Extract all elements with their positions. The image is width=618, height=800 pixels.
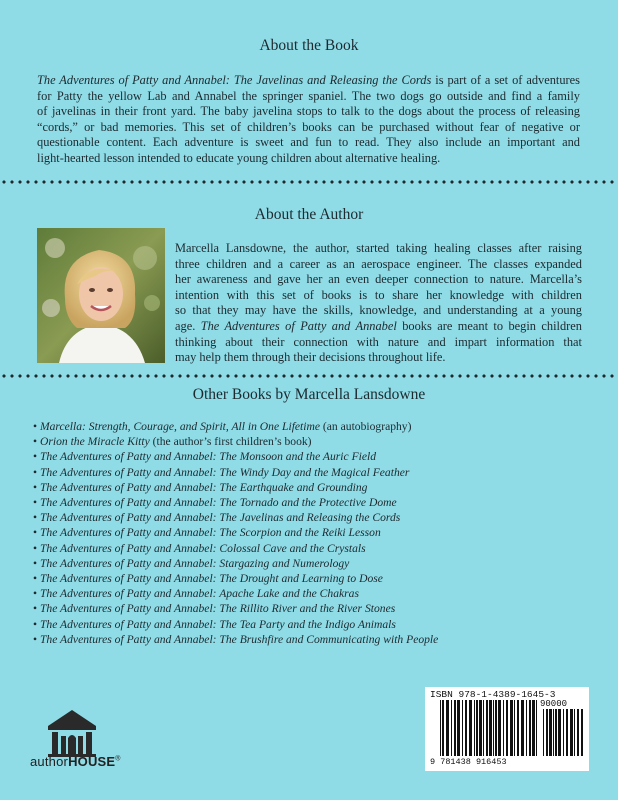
- ean-digits: 9 781438 916453: [430, 757, 507, 767]
- about-author-line: age. The Adventures of Patty and Annabel books are meant to begin children: [175, 318, 582, 333]
- barcode-bar: [510, 700, 513, 756]
- other-books-heading: Other Books by Marcella Lansdowne: [192, 386, 426, 403]
- barcode-bar: [479, 700, 482, 756]
- barcode-bar: [581, 709, 583, 756]
- book-list-item: • The Adventures of Patty and Annabel: Stargazing and Numerology: [33, 556, 350, 570]
- about-book-line: The Adventures of Patty and Annabel: The Javelinas and Releasing the Cords is part of a set of adventures: [37, 73, 580, 87]
- barcode-bar: [529, 700, 531, 756]
- addon-barcode: [543, 709, 583, 756]
- about-book-line: light-hearted lesson intended to educate young children about alternative healing.: [37, 150, 441, 165]
- dotted-divider: [0, 374, 618, 378]
- dotted-divider: [0, 180, 618, 184]
- barcode-bar: [514, 700, 515, 756]
- isbn-label: ISBN 978-1-4389-1645-3: [430, 689, 556, 700]
- book-list-item: • The Adventures of Patty and Annabel: The Scorpion and the Reiki Lesson: [33, 526, 381, 540]
- barcode-bar: [503, 700, 504, 756]
- book-list-item: • The Adventures of Patty and Annabel: The Rillito River and the River Stones: [33, 602, 396, 616]
- barcode-bar: [574, 709, 575, 756]
- about-book-line: for Patty the yellow Lab and Annabel the springer spaniel. The two dogs go outside and find a family: [37, 88, 580, 103]
- barcode-bar: [517, 700, 519, 756]
- about-author-line: three children and a career as an aerospace engineer. The classes expanded: [175, 256, 582, 271]
- authorhouse-logo-icon: [44, 706, 100, 758]
- price-code: 90000: [540, 699, 568, 709]
- book-list-item: • The Adventures of Patty and Annabel: The Earthquake and Grounding: [33, 480, 368, 494]
- barcode-bar: [474, 700, 475, 756]
- barcode-bar: [521, 700, 524, 756]
- barcode-bar: [536, 700, 537, 756]
- book-list-item: • The Adventures of Patty and Annabel: The Javelinas and Releasing the Cords: [33, 511, 401, 525]
- barcode-bar: [476, 700, 478, 756]
- book-title-italic: The Adventures of Patty and Annabel: The Javelinas and Releasing the Cords: [37, 73, 432, 87]
- barcode-bar: [483, 700, 484, 756]
- book-list-item: • The Adventures of Patty and Annabel: Colossal Cave and the Crystals: [33, 541, 366, 555]
- about-author-line: Marcella Lansdowne, the author, started taking healing classes after raising: [175, 241, 582, 255]
- barcode-bar: [546, 709, 548, 756]
- barcode-bar: [462, 700, 463, 756]
- barcode-bar: [563, 709, 564, 756]
- about-author-line: intention with this set of books is to share her knowledge with children: [175, 287, 582, 302]
- about-book-line: questionable content. Each adventure is sweet and fun to read. They also include an important and: [37, 135, 580, 150]
- barcode-bar: [543, 709, 544, 756]
- barcode-bar: [451, 700, 452, 756]
- about-author-paragraph: [175, 241, 582, 366]
- barcode-bar: [558, 709, 561, 756]
- book-list-item: • The Adventures of Patty and Annabel: Apache Lake and the Chakras: [33, 587, 359, 601]
- book-list-item: • The Adventures of Patty and Annabel: The Tea Party and the Indigo Animals: [33, 617, 396, 631]
- about-book-paragraph: [37, 73, 580, 167]
- barcode-bar: [506, 700, 508, 756]
- book-list-item: • The Adventures of Patty and Annabel: The Drought and Learning to Dose: [33, 572, 383, 586]
- book-list-item: • Marcella: Strength, Courage, and Spirit, All in One Lifetime (an autobiography): [33, 420, 412, 433]
- publisher-brand: authorHOUSE®: [30, 754, 121, 769]
- about-author-line: thinking about their connection with nature and impart information that: [175, 334, 582, 349]
- barcode-bar: [495, 700, 497, 756]
- about-author-line: so that they may have the skills, knowledge, and understanding at a young: [175, 303, 582, 318]
- barcode-bar: [465, 700, 467, 756]
- barcode-bar: [457, 700, 460, 756]
- book-list-item: • The Adventures of Patty and Annabel: The Windy Day and the Magical Feather: [33, 465, 410, 479]
- barcode-bar: [486, 700, 488, 756]
- barcode-bar: [532, 700, 535, 756]
- book-list-item: • The Adventures of Patty and Annabel: The Brushfire and Communicating with People: [33, 632, 439, 646]
- about-book-line: “cords,” or bad memories. This set of children’s books can be purchased without fear of negative or: [37, 119, 580, 134]
- barcode-bar: [577, 709, 579, 756]
- barcode-bar: [553, 709, 554, 756]
- book-list-item: • Orion the Miracle Kitty (the author’s first children’s book): [33, 435, 312, 449]
- barcode-bar: [549, 709, 552, 756]
- series-title-italic: The Adventures of Patty and Annabel: [200, 318, 397, 333]
- barcode-bar: [570, 709, 573, 756]
- author-portrait-image: [37, 228, 165, 363]
- author-photo: [37, 228, 165, 363]
- other-books-list: [33, 419, 493, 647]
- ean-barcode: [440, 700, 538, 756]
- about-book-line: of javelinas in their front yard. The baby javelina stops to talk to the dogs about the process of releasing: [37, 104, 580, 119]
- book-list-item: • The Adventures of Patty and Annabel: The Tornado and the Protective Dome: [33, 496, 397, 510]
- about-author-line: may help them through their decisions throughout life.: [175, 350, 446, 365]
- barcode-bar: [440, 700, 441, 756]
- barcode-bar: [498, 700, 501, 756]
- barcode-bar: [446, 700, 449, 756]
- barcode-bar: [489, 700, 492, 756]
- about-author-line: her awareness and gave her an even deeper connection to nature. Marcella’s: [175, 272, 582, 287]
- about-book-heading: About the Book: [259, 37, 359, 54]
- barcode-bar: [555, 709, 557, 756]
- barcode-bar: [469, 700, 472, 756]
- barcode-bar: [493, 700, 494, 756]
- barcode-bar: [526, 700, 527, 756]
- barcode-bar: [566, 709, 568, 756]
- book-list-item: • The Adventures of Patty and Annabel: The Monsoon and the Auric Field: [33, 450, 377, 464]
- barcode-bar: [454, 700, 456, 756]
- about-author-heading: About the Author: [254, 206, 364, 223]
- barcode-bar: [442, 700, 444, 756]
